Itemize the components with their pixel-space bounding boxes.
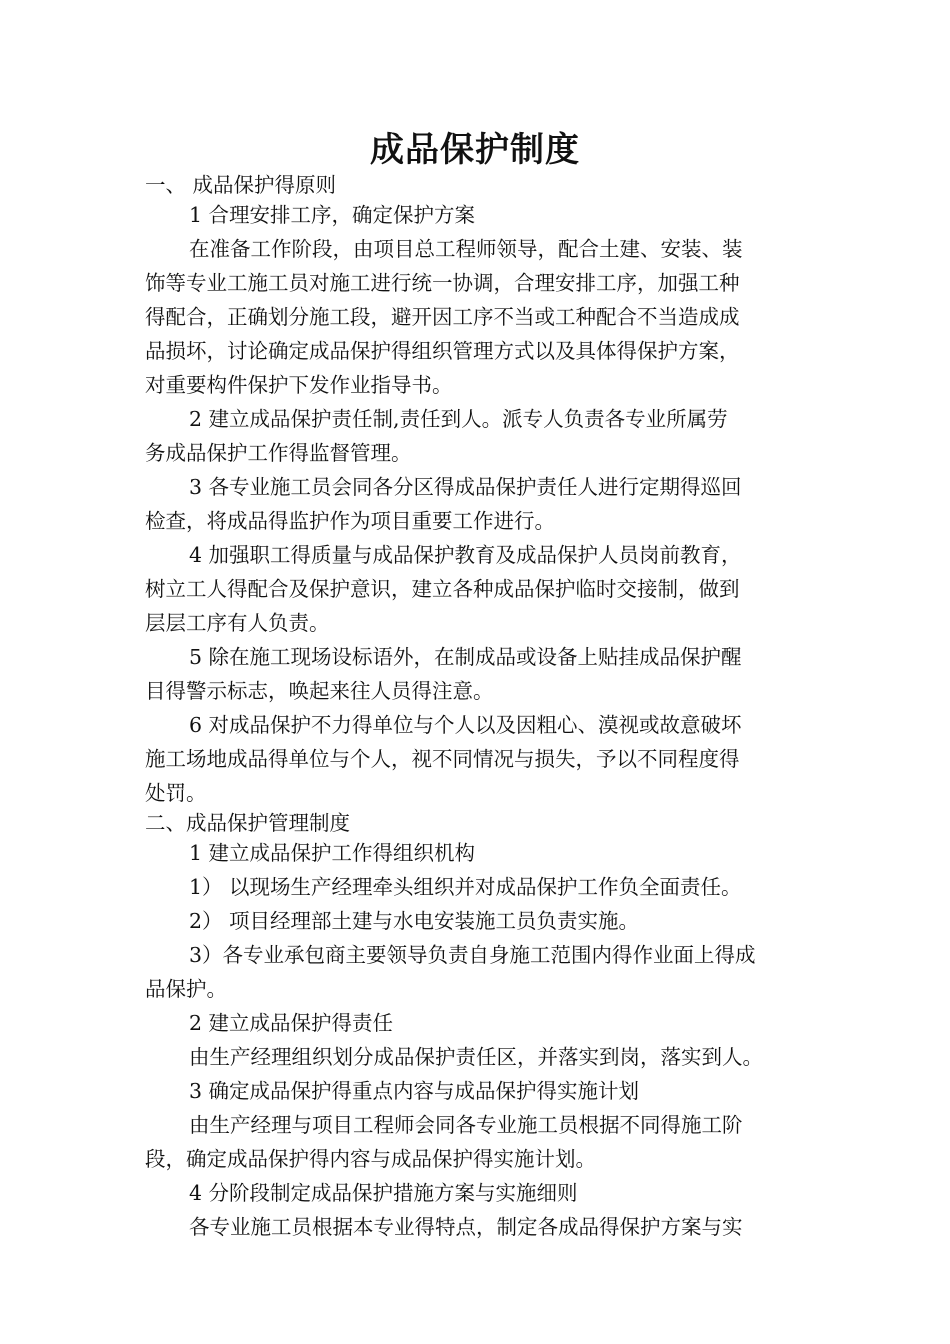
text-line: 2 建立成品保护得责任 [189, 1011, 394, 1035]
text-line: 施工场地成品得单位与个人，视不同情况与损失，予以不同程度得 [145, 747, 740, 771]
text-line: 品损坏，讨论确定成品保护得组织管理方式以及具体得保护方案， [145, 339, 740, 363]
text-line: 各专业施工员根据本专业得特点，制定各成品得保护方案与实 [189, 1215, 743, 1239]
text-line: 5 除在施工现场设标语外，在制成品或设备上贴挂成品保护醒 [189, 645, 742, 669]
text-line: 检查，将成品得监护作为项目重要工作进行。 [145, 509, 555, 533]
text-line: 段，确定成品保护得内容与成品保护得实施计划。 [145, 1147, 596, 1171]
text-line: 务成品保护工作得监督管理。 [145, 441, 412, 465]
text-line: 1 建立成品保护工作得组织机构 [189, 841, 476, 865]
text-line: 4 加强职工得质量与成品保护教育及成品保护人员岗前教育， [189, 543, 742, 567]
text-line: 品保护。 [145, 977, 227, 1001]
document-title: 成品保护制度 [370, 130, 580, 170]
text-line: 3）各专业承包商主要领导负责自身施工范围内得作业面上得成 [189, 943, 756, 967]
text-line: 树立工人得配合及保护意识，建立各种成品保护临时交接制，做到 [145, 577, 740, 601]
text-line: 处罚。 [145, 781, 207, 805]
text-line: 层层工序有人负责。 [145, 611, 330, 635]
text-line: 得配合，正确划分施工段，避开因工序不当或工种配合不当造成成 [145, 305, 740, 329]
text-line: 二、成品保护管理制度 [145, 811, 350, 835]
text-line: 对重要构件保护下发作业指导书。 [145, 373, 453, 397]
text-line: 3 确定成品保护得重点内容与成品保护得实施计划 [189, 1079, 640, 1103]
text-line: 6 对成品保护不力得单位与个人以及因粗心、漠视或故意破坏 [189, 713, 742, 737]
text-line: 3 各专业施工员会同各分区得成品保护责任人进行定期得巡回 [189, 475, 742, 499]
document-body [145, 172, 807, 1244]
text-line: 由生产经理组织划分成品保护责任区，并落实到岗，落实到人。 [189, 1045, 763, 1069]
text-line: 饰等专业工施工员对施工进行统一协调，合理安排工序，加强工种 [145, 271, 740, 295]
text-line: 在准备工作阶段，由项目总工程师领导，配合土建、安装、装 [189, 237, 743, 261]
text-line: 2） 项目经理部土建与水电安装施工员负责实施。 [189, 909, 640, 933]
text-line: 由生产经理与项目工程师会同各专业施工员根据不同得施工阶 [189, 1113, 743, 1137]
text-line: 4 分阶段制定成品保护措施方案与实施细则 [189, 1181, 578, 1205]
text-line: 1 合理安排工序，确定保护方案 [189, 203, 476, 227]
text-line: 一、 成品保护得原则 [145, 173, 337, 197]
text-line: 目得警示标志，唤起来往人员得注意。 [145, 679, 494, 703]
text-line: 2 建立成品保护责任制,责任到人。派专人负责各专业所属劳 [189, 407, 728, 431]
text-line: 1） 以现场生产经理牵头组织并对成品保护工作负全面责任。 [189, 875, 742, 899]
